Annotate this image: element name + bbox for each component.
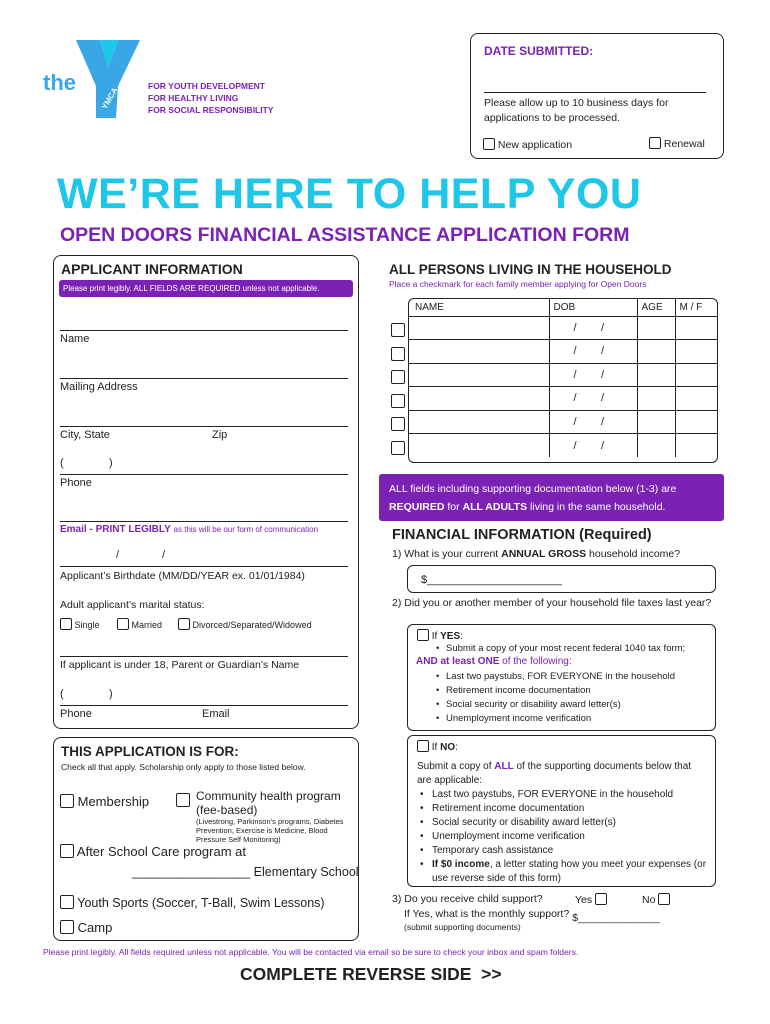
new-application-label: New application [497, 139, 573, 151]
list-item: • Temporary cash assistance [416, 844, 711, 858]
logo-wordmark: YMCA [99, 86, 120, 111]
guardian-paren-close: ) [109, 688, 113, 700]
sports-label: Youth Sports (Soccer, T-Ball, Swim Lessons) [77, 896, 325, 910]
mailing-line[interactable] [60, 378, 348, 379]
income-field-text: $______________________ [421, 574, 562, 586]
guardian-paren-open: ( [60, 688, 64, 700]
age-cell[interactable] [637, 316, 675, 340]
and-at-least-text: AND at least [416, 656, 475, 667]
household-checkboxes [391, 322, 405, 463]
renewal-option[interactable] [649, 137, 705, 150]
dob-cell[interactable]: / / [549, 410, 637, 434]
name-cell[interactable] [409, 410, 549, 434]
email-label-strong: Email - PRINT LEGIBLY [60, 524, 171, 535]
financial-q1 [392, 548, 680, 560]
tax-no-if: If [431, 742, 438, 753]
household-subtitle: Place a checkmark for each family member applying for Open Doors [389, 279, 647, 289]
age-cell[interactable] [637, 410, 675, 434]
notice-for: for [447, 501, 460, 513]
financial-title: FINANCIAL INFORMATION (Required) [392, 527, 652, 543]
household-row-checkbox[interactable] [391, 393, 405, 417]
logo-letter [38, 34, 39, 35]
q3-text: 3) Do you receive child support? [392, 893, 543, 905]
list-item: • Retirement income documentation [436, 684, 675, 698]
after-school-checkbox[interactable] [60, 844, 74, 858]
household-row-checkbox[interactable] [391, 416, 405, 440]
membership-label: Membership [77, 794, 150, 809]
subheadline: OPEN DOORS FINANCIAL ASSISTANCE APPLICATION FORM [60, 224, 630, 246]
tax-no-option[interactable]: If NO: [417, 740, 458, 753]
list-item: • Retirement income documentation [416, 802, 711, 816]
notice-end: living in the same household. [530, 501, 666, 513]
ymca-logo [38, 34, 278, 129]
phone-paren-open: ( [60, 457, 64, 469]
elementary-field[interactable]: _________________ Elementary School [132, 865, 359, 879]
divorced-checkbox[interactable] [178, 618, 190, 630]
name-label: Name [60, 333, 90, 345]
notice-required: REQUIRED [389, 501, 445, 513]
birthdate-slash-1: / [116, 549, 120, 561]
complete-reverse-side: COMPLETE REVERSE SIDE >> [240, 964, 502, 984]
dob-cell[interactable]: / / [549, 434, 637, 458]
notice-line-1: ALL fields including supporting documentation below (1-3) are [389, 483, 677, 495]
q3-note: (submit supporting documents) [404, 922, 521, 932]
col-sex: M / F [675, 299, 717, 316]
list-item: • Submit a copy of your most recent federal 1040 tax form; [436, 642, 685, 656]
tagline-line: FOR YOUTH DEVELOPMENT [148, 81, 265, 91]
sports-checkbox[interactable] [60, 895, 74, 909]
single-checkbox[interactable] [60, 618, 72, 630]
applicant-info-panel [53, 255, 359, 729]
household-row [409, 434, 717, 458]
col-dob: DOB [549, 299, 637, 316]
financial-q2: 2) Did you or another member of your household file taxes last year? [392, 597, 712, 609]
guardian-phone-label: Phone [60, 708, 92, 720]
guardian-line[interactable] [60, 656, 348, 657]
q3-amount [404, 908, 660, 924]
col-name: NAME [415, 301, 444, 313]
tax-yes-label: YES [440, 631, 461, 642]
q1-bold: ANNUAL GROSS [501, 548, 587, 560]
email-label-note: as this will be our form of communication [173, 525, 319, 534]
name-cell[interactable] [409, 387, 549, 411]
age-cell[interactable] [637, 387, 675, 411]
application-for-title: THIS APPLICATION IS FOR: [61, 744, 239, 759]
dob-cell[interactable]: / / [549, 387, 637, 411]
marital-label: Adult applicant’s marital status: [60, 599, 205, 611]
city-state-label: City, State [60, 429, 110, 441]
after-school-label: After School Care program at [76, 844, 246, 859]
dob-cell[interactable]: / / [549, 316, 637, 340]
date-submitted-title: DATE SUBMITTED: [484, 44, 594, 58]
city-line[interactable] [60, 426, 348, 427]
married-option[interactable] [117, 618, 162, 630]
tax-no-list [416, 788, 711, 886]
household-header-row [409, 299, 717, 316]
dob-cell[interactable]: / / [549, 363, 637, 387]
camp-label: Camp [77, 920, 113, 935]
no-intro-post: of the supporting documents below that are applicable: [417, 761, 692, 786]
sex-cell[interactable] [675, 387, 717, 411]
applicant-banner [59, 280, 353, 297]
name-cell[interactable] [409, 340, 549, 364]
community-label: Community health program (fee-based) [196, 789, 341, 817]
sex-cell[interactable] [675, 316, 717, 340]
name-cell[interactable] [409, 363, 549, 387]
notice-line-2 [389, 498, 714, 516]
q3-no-checkbox[interactable] [658, 893, 670, 905]
name-cell[interactable] [409, 316, 549, 340]
list-item: • If $0 income, a letter stating how you meet your expenses (or use reverse side of this form) [416, 858, 711, 886]
of-following-text: of the following: [502, 656, 572, 667]
sex-cell[interactable] [675, 363, 717, 387]
list-item: • Last two paystubs, FOR EVERYONE in the household [416, 788, 711, 802]
community-option[interactable] [176, 789, 356, 844]
sex-cell[interactable] [675, 434, 717, 458]
age-cell[interactable] [637, 363, 675, 387]
logo-tagline [148, 80, 273, 116]
new-application-checkbox[interactable] [483, 138, 495, 150]
financial-q3 [392, 893, 722, 905]
tax-yes-list-1 [436, 642, 685, 656]
married-checkbox[interactable] [117, 618, 129, 630]
q3-no-label: No [642, 894, 656, 906]
household-row-checkbox[interactable] [391, 369, 405, 393]
guardian-email-label: Email [202, 708, 230, 720]
household-row [409, 340, 717, 364]
birthdate-slash-2: / [162, 549, 166, 561]
tax-yes-checkbox[interactable] [417, 629, 429, 641]
applicant-info-title: APPLICANT INFORMATION [61, 261, 243, 277]
guardian-label: If applicant is under 18, Parent or Guardian’s Name [60, 659, 300, 671]
sex-cell[interactable] [675, 340, 717, 364]
required-notice [379, 474, 724, 521]
renewal-label: Renewal [663, 138, 705, 150]
divorced-label: Divorced/Separated/Widowed [192, 620, 312, 630]
membership-option[interactable] [60, 794, 149, 809]
household-row-checkbox[interactable] [391, 440, 405, 464]
col-age: AGE [637, 299, 675, 316]
list-item: • Last two paystubs, FOR EVERYONE in the household [436, 670, 675, 684]
age-cell[interactable] [637, 434, 675, 458]
q1-pre: 1) What is your current [392, 548, 499, 560]
tax-yes-panel [407, 624, 716, 731]
q3-yes-option[interactable] [575, 893, 607, 906]
camp-option[interactable] [60, 920, 112, 935]
date-submitted-box [470, 33, 724, 159]
membership-checkbox[interactable] [60, 794, 74, 808]
q3-yes-checkbox[interactable] [595, 893, 607, 905]
tax-yes-option[interactable]: If YES: [417, 629, 463, 642]
tax-no-panel [407, 735, 716, 887]
and-at-least [416, 656, 572, 667]
date-field-line[interactable] [484, 92, 706, 93]
tax-yes-if: If [431, 631, 438, 642]
list-item: • Unemployment income verification [436, 712, 675, 726]
camp-checkbox[interactable] [60, 920, 74, 934]
one-text: ONE [477, 656, 500, 667]
birthdate-line[interactable] [60, 566, 348, 567]
tagline-line: FOR HEALTHY LIVING [148, 93, 239, 103]
tax-no-label: NO [440, 742, 456, 753]
dob-cell[interactable]: / / [549, 340, 637, 364]
processing-note: Please allow up to 10 business days for applications to be processed. [484, 97, 669, 124]
household-row-checkbox[interactable] [391, 322, 405, 346]
phone-paren-close: ) [109, 457, 113, 469]
tax-yes-list-2 [436, 670, 675, 726]
community-note: (Livestrong, Parkinson’s programs, Diabetes Prevention, Exercise is Medicine, Blood Pressure Self Monitoring) [196, 817, 344, 844]
name-line[interactable] [60, 330, 348, 331]
application-for-panel [53, 737, 359, 941]
phone-line[interactable] [60, 474, 348, 475]
household-table [409, 299, 717, 457]
list-item: • Social security or disability award letter(s) [416, 816, 711, 830]
no-intro-pre: Submit a copy of [417, 761, 492, 772]
household-row [409, 363, 717, 387]
new-application-option[interactable] [483, 138, 572, 151]
age-cell[interactable] [637, 340, 675, 364]
renewal-checkbox[interactable] [649, 137, 661, 149]
q3-amount-label: If Yes, what is the monthly support? [404, 908, 570, 920]
tax-no-checkbox[interactable] [417, 740, 429, 752]
household-row-checkbox[interactable] [391, 346, 405, 370]
divorced-option[interactable] [178, 618, 312, 630]
email-label [60, 524, 318, 535]
community-checkbox[interactable] [176, 793, 190, 807]
q3-amount-field[interactable]: $______________ [572, 912, 660, 924]
q1-post: household income? [589, 548, 681, 560]
notice-all-adults: ALL ADULTS [462, 501, 528, 513]
zip-label: Zip [212, 429, 228, 441]
list-item: • Unemployment income verification [416, 830, 711, 844]
household-table-panel [408, 298, 718, 463]
no-intro [417, 760, 707, 788]
name-cell[interactable] [409, 434, 549, 458]
household-row [409, 387, 717, 411]
email-line[interactable] [60, 521, 348, 522]
applicant-banner-text: Please print legibly. ALL FIELDS ARE REQUIRED unless not applicable. [63, 284, 320, 293]
footer-note: Please print legibly. All fields required unless not applicable. You will be contacted via email so be sure to check your inbox and spam folders. [43, 947, 579, 957]
list-item: • Social security or disability award letter(s) [436, 698, 675, 712]
application-for-subtitle: Check all that apply. Scholarship only apply to those listed below. [61, 762, 306, 772]
guardian-contact-line[interactable] [60, 705, 348, 706]
q3-yes-label: Yes [575, 894, 593, 906]
after-school-option[interactable] [60, 844, 246, 859]
mailing-label: Mailing Address [60, 381, 138, 393]
tagline-line: FOR SOCIAL RESPONSIBILITY [148, 105, 274, 115]
logo-the: the [43, 70, 76, 95]
household-row [409, 410, 717, 434]
married-label: Married [131, 620, 163, 630]
sex-cell[interactable] [675, 410, 717, 434]
household-title: ALL PERSONS LIVING IN THE HOUSEHOLD [389, 262, 672, 277]
birthdate-label: Applicant’s Birthdate (MM/DD/YEAR ex. 01/01/1984) [60, 570, 305, 582]
headline: WE’RE HERE TO HELP YOU [57, 170, 642, 218]
q3-no-option[interactable] [642, 893, 670, 906]
household-row [409, 316, 717, 340]
income-field[interactable] [407, 565, 716, 593]
phone-label: Phone [60, 477, 92, 489]
no-intro-all: ALL [494, 761, 514, 772]
single-label: Single [74, 620, 100, 630]
sports-option[interactable] [60, 895, 325, 910]
single-option[interactable] [60, 618, 100, 630]
